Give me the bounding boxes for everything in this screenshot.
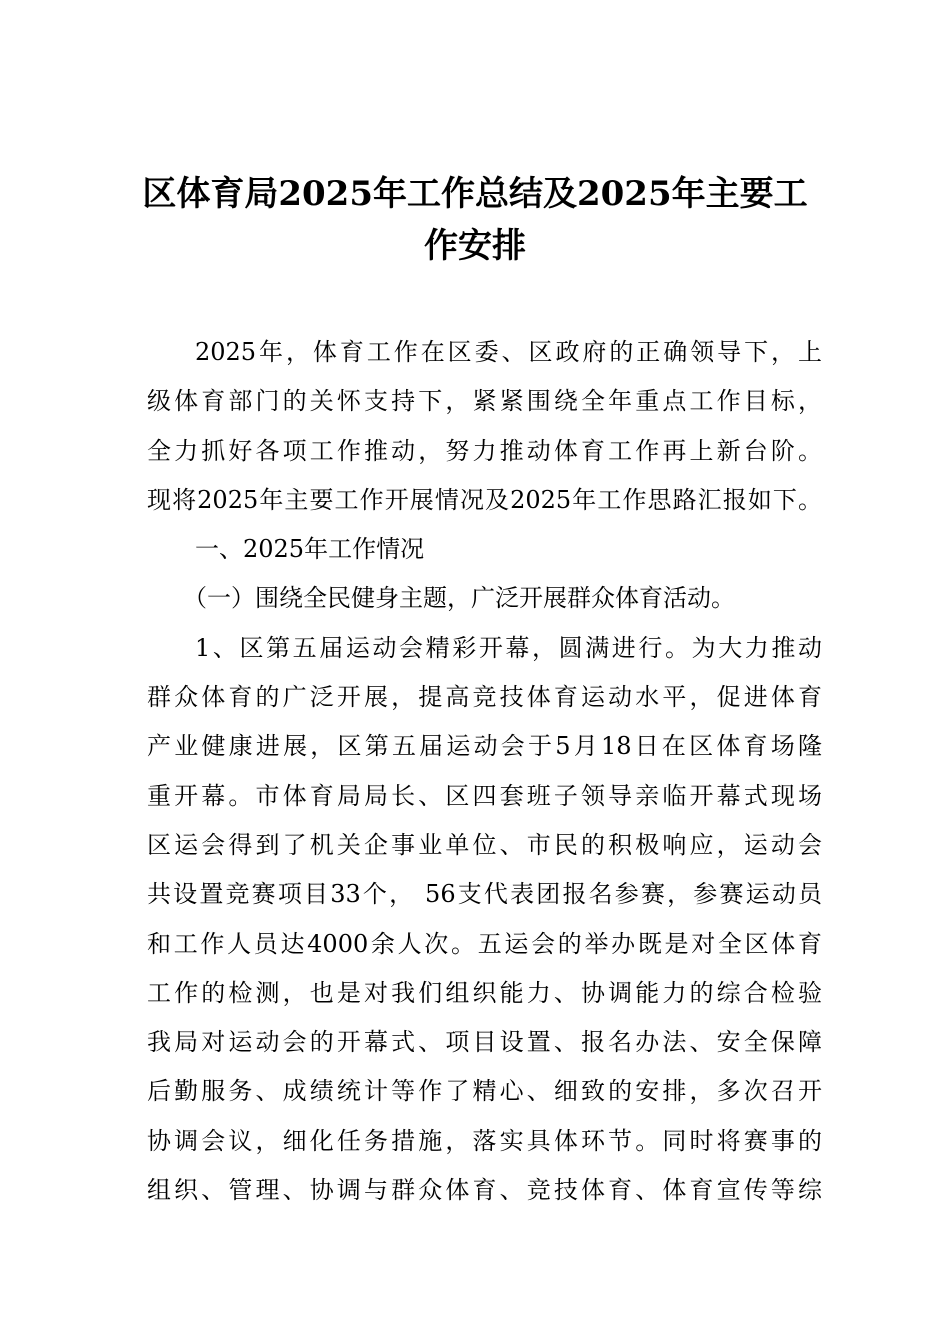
paragraph-line: 工作的检测，也是对我们组织能力、协调能力的综合检验 xyxy=(147,978,822,1007)
paragraph-line: 区运会得到了机关企事业单位、市民的积极响应，运动会 xyxy=(147,830,822,859)
paragraph-line: 1、区第五届运动会精彩开幕，圆满进行。为大力推动 xyxy=(195,633,822,662)
paragraph-line: 我局对运动会的开幕式、项目设置、报名办法、安全保障 xyxy=(147,1028,822,1057)
paragraph-line: 全力抓好各项工作推动，努力推动体育工作再上新台阶。 xyxy=(147,436,822,465)
paragraph-line: 共设置竞赛项目33个， 56支代表团报名参赛，参赛运动员 xyxy=(147,880,822,909)
section-heading: 一、2025年工作情况 xyxy=(195,535,425,564)
document-body xyxy=(147,328,822,1215)
paragraph-line: 协调会议，细化任务措施，落实具体环节。同时将赛事的 xyxy=(147,1126,822,1155)
subsection-heading: （一）围绕全民健身主题，广泛开展群众体育活动。 xyxy=(183,584,735,613)
paragraph-line: 重开幕。市体育局局长、区四套班子领导亲临开幕式现场 xyxy=(147,781,822,810)
paragraph-line: 群众体育的广泛开展，提高竞技体育运动水平，促进体育 xyxy=(147,683,822,712)
paragraph-line: 现将2025年主要工作开展情况及2025年工作思路汇报如下。 xyxy=(147,485,822,514)
title-line-1: 区体育局2025年工作总结及2025年主要工 xyxy=(142,174,808,214)
paragraph-line: 产业健康进展，区第五届运动会于5月18日在区体育场隆 xyxy=(147,732,822,761)
paragraph-line: 和工作人员达4000余人次。五运会的举办既是对全区体育 xyxy=(147,929,822,958)
title-line-2: 作安排 xyxy=(424,226,526,266)
paragraph-line: 级体育部门的关怀支持下，紧紧围绕全年重点工作目标， xyxy=(147,387,822,416)
paragraph-line: 2025年，体育工作在区委、区政府的正确领导下，上 xyxy=(195,338,822,366)
document-title xyxy=(120,168,830,272)
paragraph-line: 组织、管理、协调与群众体育、竞技体育、体育宣传等综 xyxy=(147,1176,822,1205)
paragraph-line: 后勤服务、成绩统计等作了精心、细致的安排，多次召开 xyxy=(147,1077,822,1106)
